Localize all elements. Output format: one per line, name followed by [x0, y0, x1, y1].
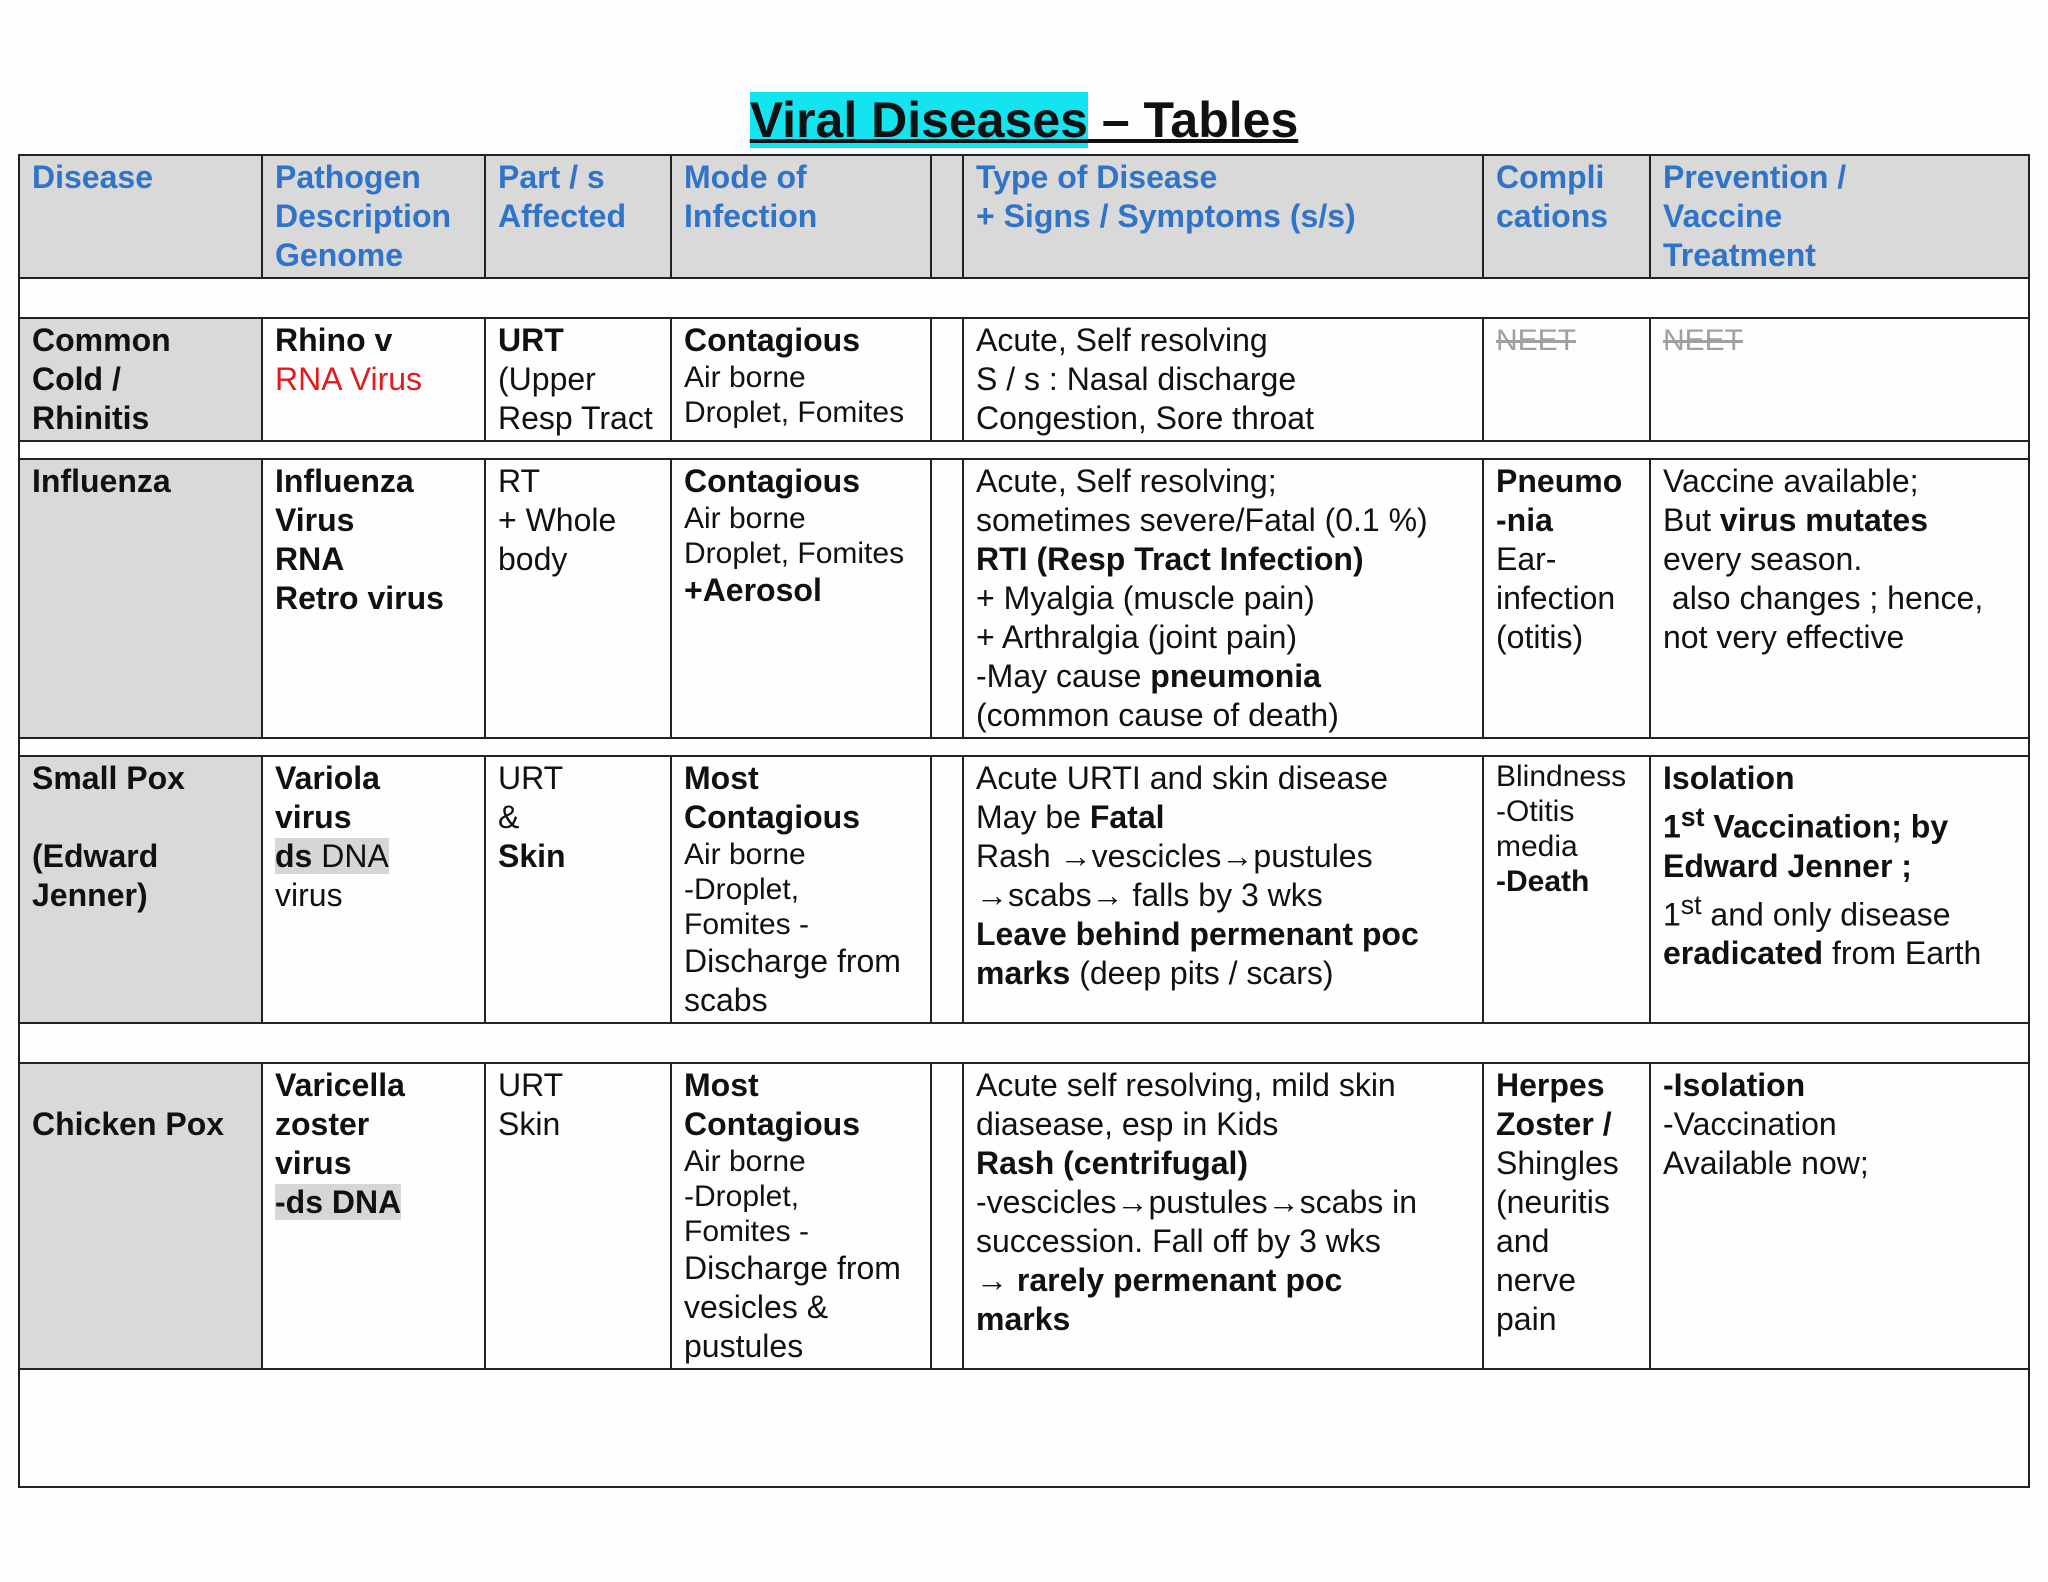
cell-type: Acute, Self resolving S / s : Nasal discharge Congestion, Sore throat [963, 318, 1483, 441]
cell-prevention: Isolation 1st Vaccination; by Edward Jenner ; 1st and only disease eradicated from Earth [1650, 756, 2029, 1023]
header-prevention: Prevention / Vaccine Treatment [1650, 155, 2029, 278]
cell-complications: Pneumo -nia Ear- infection (otitis) [1483, 459, 1650, 738]
header-row [19, 155, 2029, 278]
cell-mode: Contagious Air borne Droplet, Fomites [671, 318, 931, 441]
cell-blank [931, 318, 963, 441]
table-row-small-pox [19, 756, 2029, 1023]
cell-part: URT Skin [485, 1063, 671, 1369]
table-row-chicken-pox [19, 1063, 2029, 1369]
cell-complications: Herpes Zoster / Shingles (neuritis and nerve pain [1483, 1063, 1650, 1369]
cell-part: RT + Whole body [485, 459, 671, 738]
cell-disease: Chicken Pox [19, 1063, 262, 1369]
header-blank [931, 155, 963, 278]
cell-complications: Blindness -Otitis media -Death [1483, 756, 1650, 1023]
cell-mode: Most Contagious Air borne -Droplet, Fomites - Discharge from scabs [671, 756, 931, 1023]
header-disease: Disease [19, 155, 262, 278]
cell-prevention: NEET [1650, 318, 2029, 441]
cell-disease: Influenza [19, 459, 262, 738]
header-complications: Compli cations [1483, 155, 1650, 278]
cell-part: URT & Skin [485, 756, 671, 1023]
cell-pathogen: Variola virus ds DNA virus [262, 756, 485, 1023]
spacer-row [19, 738, 2029, 756]
header-mode-of-infection: Mode of Infection [671, 155, 931, 278]
cell-prevention: Vaccine available; But virus mutates every season. also changes ; hence, not very effective [1650, 459, 2029, 738]
page-title [0, 92, 2048, 148]
cell-mode: Most Contagious Air borne -Droplet, Fomites - Discharge from vesicles & pustules [671, 1063, 931, 1369]
header-pathogen: Pathogen Description Genome [262, 155, 485, 278]
header-type-of-disease: Type of Disease + Signs / Symptoms (s/s) [963, 155, 1483, 278]
cell-complications: NEET [1483, 318, 1650, 441]
cell-type: Acute self resolving, mild skin diasease, esp in Kids Rash (centrifugal) -vescicles→pustules→scabs in succession. Fall off by 3 wks → rarely permenant poc marks [963, 1063, 1483, 1369]
table-row-common-cold [19, 318, 2029, 441]
title-highlight: Viral Diseases [749, 92, 1088, 148]
spacer-row [19, 441, 2029, 459]
cell-pathogen: Influenza Virus RNA Retro virus [262, 459, 485, 738]
cell-pathogen: Rhino v RNA Virus [262, 318, 485, 441]
table-row-influenza [19, 459, 2029, 738]
cell-type: Acute, Self resolving; sometimes severe/Fatal (0.1 %) RTI (Resp Tract Infection) + Myalgia (muscle pain) + Arthralgia (joint pain) -May cause pneumonia (common cause of death) [963, 459, 1483, 738]
spacer-row [19, 1369, 2029, 1487]
header-part-affected: Part / s Affected [485, 155, 671, 278]
cell-disease: Small Pox (Edward Jenner) [19, 756, 262, 1023]
cell-blank [931, 1063, 963, 1369]
cell-prevention: -Isolation -Vaccination Available now; [1650, 1063, 2029, 1369]
cell-type: Acute URTI and skin disease May be Fatal Rash →vescicles→pustules →scabs→ falls by 3 wks Leave behind permenant poc marks (deep pits / scars) [963, 756, 1483, 1023]
spacer-row [19, 1023, 2029, 1063]
cell-pathogen: Varicella zoster virus -ds DNA [262, 1063, 485, 1369]
cell-mode: Contagious Air borne Droplet, Fomites +Aerosol [671, 459, 931, 738]
title-rest: – Tables [1087, 92, 1299, 148]
cell-blank [931, 756, 963, 1023]
cell-disease: Common Cold / Rhinitis [19, 318, 262, 441]
spacer-row [19, 278, 2029, 318]
cell-blank [931, 459, 963, 738]
viral-diseases-table [18, 154, 2030, 1488]
cell-part: URT (Upper Resp Tract [485, 318, 671, 441]
